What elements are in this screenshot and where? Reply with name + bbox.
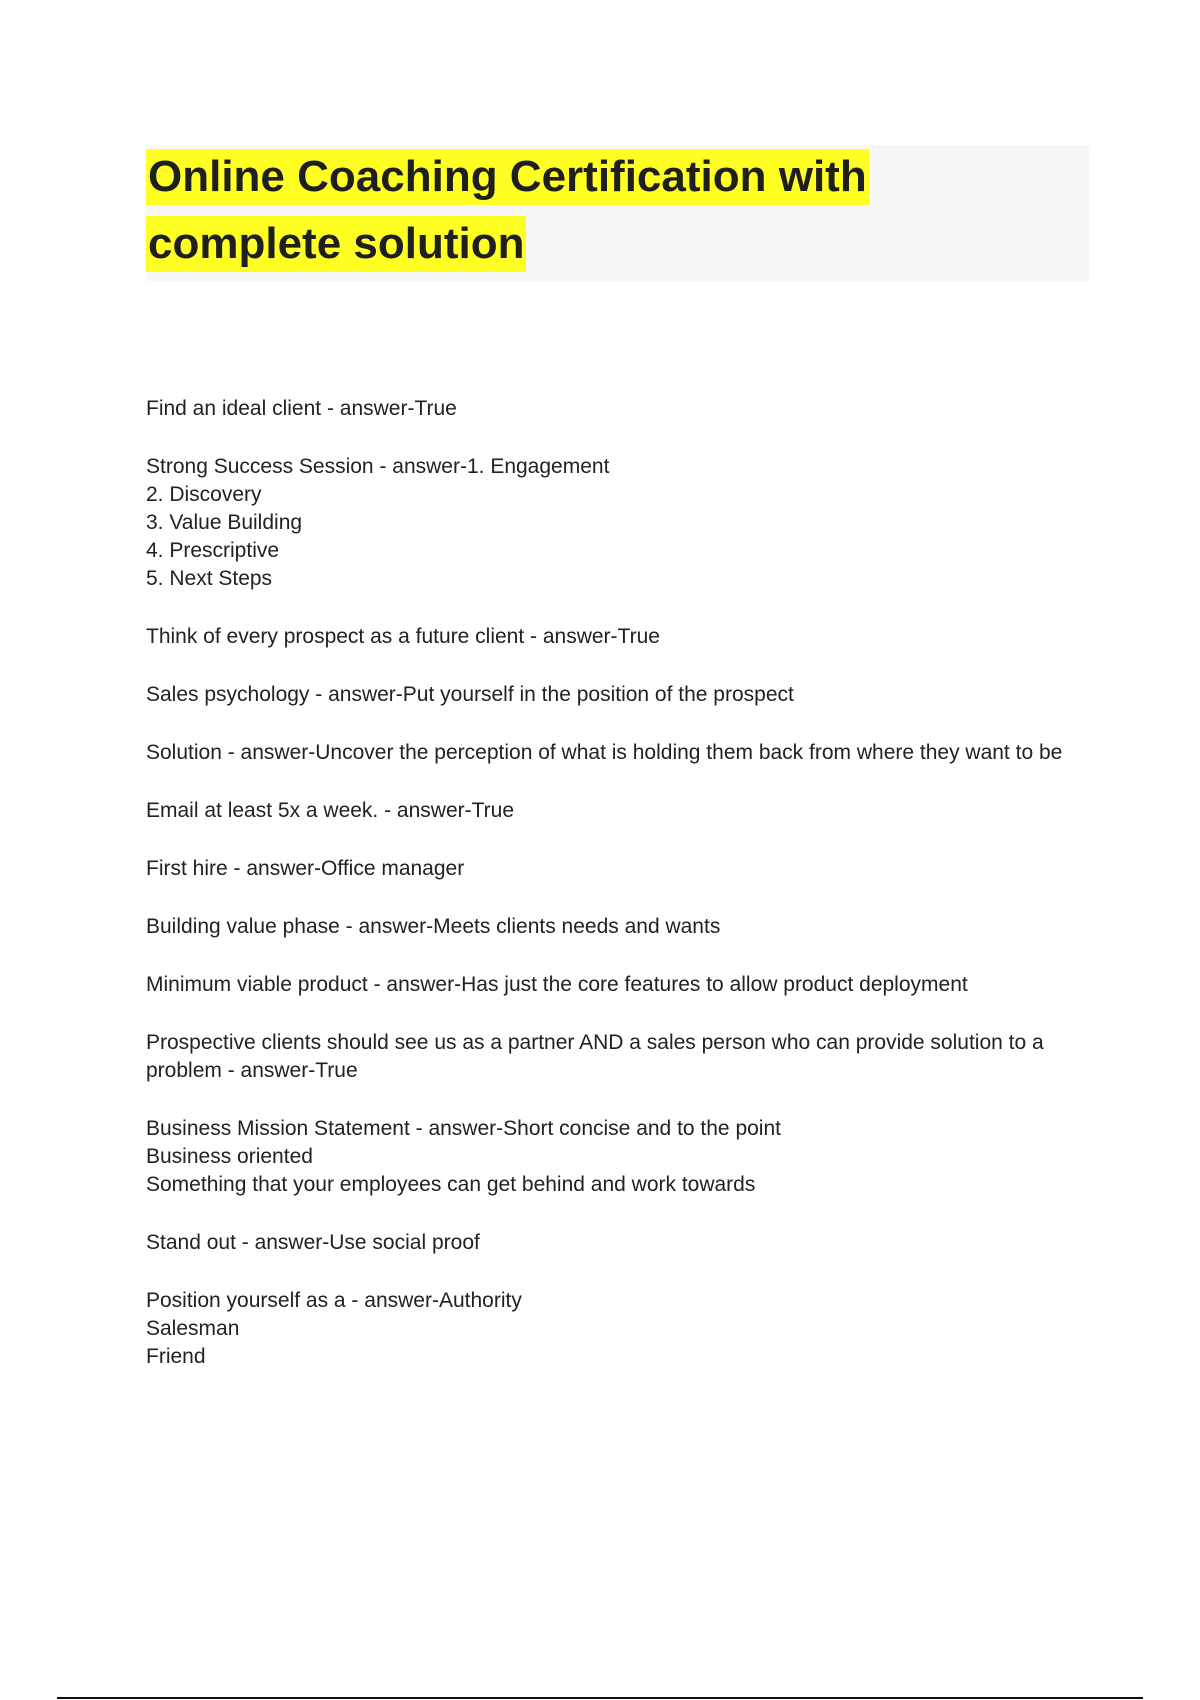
qa-item-position-yourself bbox=[146, 1287, 1091, 1371]
qa-item-find-ideal-client bbox=[146, 395, 1091, 423]
qa-line: Friend bbox=[146, 1345, 206, 1368]
qa-line: 4. Prescriptive bbox=[146, 539, 280, 562]
qa-line: First hire - answer-Office manager bbox=[146, 857, 465, 880]
qa-line: Find an ideal client - answer-True bbox=[146, 397, 457, 420]
document-title-block bbox=[146, 145, 1089, 281]
qa-line: Something that your employees can get behind and work towards bbox=[146, 1173, 756, 1196]
qa-item-sales-psychology bbox=[146, 681, 1091, 709]
qa-item-building-value bbox=[146, 913, 1091, 941]
qa-line: Minimum viable product - answer-Has just the core features to allow product deployment bbox=[146, 973, 968, 996]
document-title-line-1: Online Coaching Certification with bbox=[146, 149, 869, 205]
qa-line: Email at least 5x a week. - answer-True bbox=[146, 799, 515, 822]
qa-line: Strong Success Session - answer-1. Engagement bbox=[146, 455, 610, 478]
qa-line: Stand out - answer-Use social proof bbox=[146, 1231, 480, 1254]
qa-line: Solution - answer-Uncover the perception of what is holding them back from where they want to be bbox=[146, 741, 1063, 764]
qa-list bbox=[146, 395, 1091, 1401]
document-title-line-2: complete solution bbox=[146, 216, 526, 272]
footer-divider bbox=[57, 1697, 1143, 1699]
qa-line: Position yourself as a - answer-Authority bbox=[146, 1289, 522, 1312]
qa-item-email-frequency bbox=[146, 797, 1091, 825]
qa-line: Think of every prospect as a future client - answer-True bbox=[146, 625, 660, 648]
qa-line: Building value phase - answer-Meets clients needs and wants bbox=[146, 915, 721, 938]
qa-line: Business Mission Statement - answer-Short concise and to the point bbox=[146, 1117, 781, 1140]
qa-line: Salesman bbox=[146, 1317, 240, 1340]
qa-item-mission-statement bbox=[146, 1115, 1091, 1199]
qa-item-first-hire bbox=[146, 855, 1091, 883]
qa-line: 5. Next Steps bbox=[146, 567, 273, 590]
qa-line: 3. Value Building bbox=[146, 511, 303, 534]
qa-item-solution bbox=[146, 739, 1091, 767]
qa-item-strong-success-session bbox=[146, 453, 1091, 593]
qa-line: Business oriented bbox=[146, 1145, 313, 1168]
qa-item-prospective-clients bbox=[146, 1029, 1091, 1085]
qa-line: 2. Discovery bbox=[146, 483, 262, 506]
qa-item-stand-out bbox=[146, 1229, 1091, 1257]
qa-line: Sales psychology - answer-Put yourself in the position of the prospect bbox=[146, 683, 794, 706]
qa-item-future-client bbox=[146, 623, 1091, 651]
qa-item-minimum-viable-product bbox=[146, 971, 1091, 999]
qa-line: Prospective clients should see us as a partner AND a sales person who can provide solution to a problem - answer-True bbox=[146, 1031, 1044, 1082]
